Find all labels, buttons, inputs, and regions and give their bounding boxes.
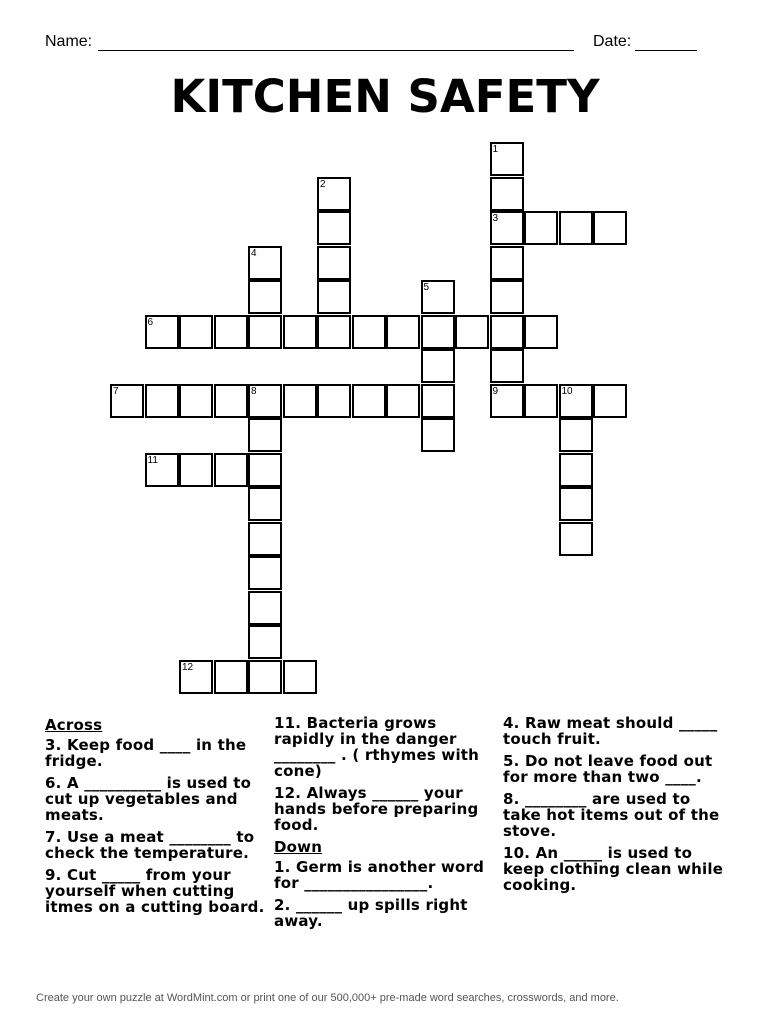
grid-cell[interactable] — [179, 660, 213, 694]
grid-cell[interactable] — [490, 315, 524, 349]
grid-cell[interactable] — [214, 384, 248, 418]
grid-cell[interactable] — [179, 384, 213, 418]
grid-cell[interactable] — [524, 211, 558, 245]
grid-cell[interactable] — [248, 246, 282, 280]
grid-cell[interactable] — [317, 211, 351, 245]
grid-cell[interactable] — [490, 142, 524, 176]
grid-cell[interactable] — [248, 522, 282, 556]
clue-number: 2 — [320, 178, 326, 190]
grid-cell[interactable] — [559, 384, 593, 418]
clue-down-8: 8. ________ are used to take hot items out of the stove. — [503, 790, 720, 840]
footer-text: Create your own puzzle at WordMint.com or print one of our 500,000+ pre-made word searches, crosswords, and more. — [36, 992, 619, 1004]
grid-cell[interactable] — [283, 315, 317, 349]
clue-across-6: 6. A __________ is used to cut up vegetables and meats. — [45, 774, 252, 824]
grid-cell[interactable] — [524, 315, 558, 349]
grid-cell[interactable] — [283, 660, 317, 694]
page-title: KITCHEN SAFETY — [170, 70, 600, 123]
grid-cell[interactable] — [490, 349, 524, 383]
grid-cell[interactable] — [179, 315, 213, 349]
grid-cell[interactable] — [248, 660, 282, 694]
grid-cell[interactable] — [145, 384, 179, 418]
clue-number: 6 — [147, 316, 154, 328]
grid-cell[interactable] — [283, 384, 317, 418]
clue-down-1: 1. Germ is another word for ________________. — [274, 858, 485, 892]
grid-cell[interactable] — [386, 384, 420, 418]
grid-cell[interactable] — [421, 418, 455, 452]
across-heading: Across — [45, 716, 103, 734]
clue-number: 4 — [251, 247, 257, 259]
grid-cell[interactable] — [317, 246, 351, 280]
grid-cell[interactable] — [524, 384, 558, 418]
clue-number: 12 — [182, 661, 194, 673]
clue-number: 1 — [492, 144, 499, 155]
grid-cell[interactable] — [559, 522, 593, 556]
grid-cell[interactable] — [248, 487, 282, 521]
grid-cell[interactable] — [559, 453, 593, 487]
grid-cell[interactable] — [421, 280, 455, 314]
grid-cell[interactable] — [248, 591, 282, 625]
grid-cell[interactable] — [248, 418, 282, 452]
clue-across-11: 11. Bacteria grows rapidly in the danger ________ . ( rthymes with cone) — [274, 714, 480, 780]
grid-cell[interactable] — [248, 315, 282, 349]
clue-number: 9 — [492, 385, 499, 397]
grid-cell[interactable] — [248, 453, 282, 487]
clue-across-3: 3. Keep food ____ in the fridge. — [45, 736, 247, 770]
down-heading: Down — [274, 838, 323, 856]
clue-number: 3 — [492, 213, 499, 224]
grid-cell[interactable] — [559, 487, 593, 521]
grid-cell[interactable] — [490, 177, 524, 211]
grid-cell[interactable] — [490, 384, 524, 418]
clue-across-9: 9. Cut _____ from your yourself when cutting itmes on a cutting board. — [45, 866, 265, 916]
grid-cell[interactable] — [490, 280, 524, 314]
grid-cell[interactable] — [317, 315, 351, 349]
grid-cell[interactable] — [248, 280, 282, 314]
grid-cell[interactable] — [352, 384, 386, 418]
clue-down-4: 4. Raw meat should _____ touch fruit. — [503, 714, 718, 748]
clue-column-1 — [45, 715, 270, 921]
date-label: Date: — [593, 33, 632, 50]
clue-number: 8 — [251, 385, 257, 397]
clue-across-7: 7. Use a meat ________ to check the temperature. — [45, 828, 255, 862]
grid-cell[interactable] — [317, 280, 351, 314]
grid-cell[interactable] — [248, 556, 282, 590]
clue-number: 7 — [113, 385, 119, 397]
grid-cell[interactable] — [145, 315, 179, 349]
clue-column-2 — [274, 715, 499, 935]
clue-down-5: 5. Do not leave food out for more than two ____. — [503, 752, 713, 786]
grid-cell[interactable] — [593, 384, 627, 418]
grid-cell[interactable] — [490, 246, 524, 280]
grid-cell[interactable] — [214, 660, 248, 694]
grid-cell[interactable] — [248, 625, 282, 659]
clue-number: 10 — [561, 385, 573, 397]
grid-cell[interactable] — [386, 315, 420, 349]
grid-cell[interactable] — [179, 453, 213, 487]
grid-cell[interactable] — [421, 384, 455, 418]
grid-cell[interactable] — [352, 315, 386, 349]
grid-cell[interactable] — [248, 384, 282, 418]
grid-cell[interactable] — [593, 211, 627, 245]
clue-number: 11 — [147, 454, 158, 466]
grid-cell[interactable] — [145, 453, 179, 487]
clue-column-3 — [503, 715, 733, 899]
grid-cell[interactable] — [559, 418, 593, 452]
clue-down-2: 2. ______ up spills right away. — [274, 896, 468, 930]
grid-cell[interactable] — [455, 315, 489, 349]
grid-cell[interactable] — [559, 211, 593, 245]
clue-across-12: 12. Always ______ your hands before preparing food. — [274, 784, 479, 834]
grid-cell[interactable] — [110, 384, 144, 418]
grid-cell[interactable] — [214, 453, 248, 487]
clue-number: 5 — [423, 282, 430, 293]
name-label: Name: — [45, 33, 93, 50]
grid-cell[interactable] — [421, 315, 455, 349]
clue-down-10: 10. An _____ is used to keep clothing clean while cooking. — [503, 844, 724, 894]
grid-cell[interactable] — [317, 177, 351, 211]
grid-cell[interactable] — [421, 349, 455, 383]
grid-cell[interactable] — [317, 384, 351, 418]
grid-cell[interactable] — [214, 315, 248, 349]
grid-cell[interactable] — [490, 211, 524, 245]
